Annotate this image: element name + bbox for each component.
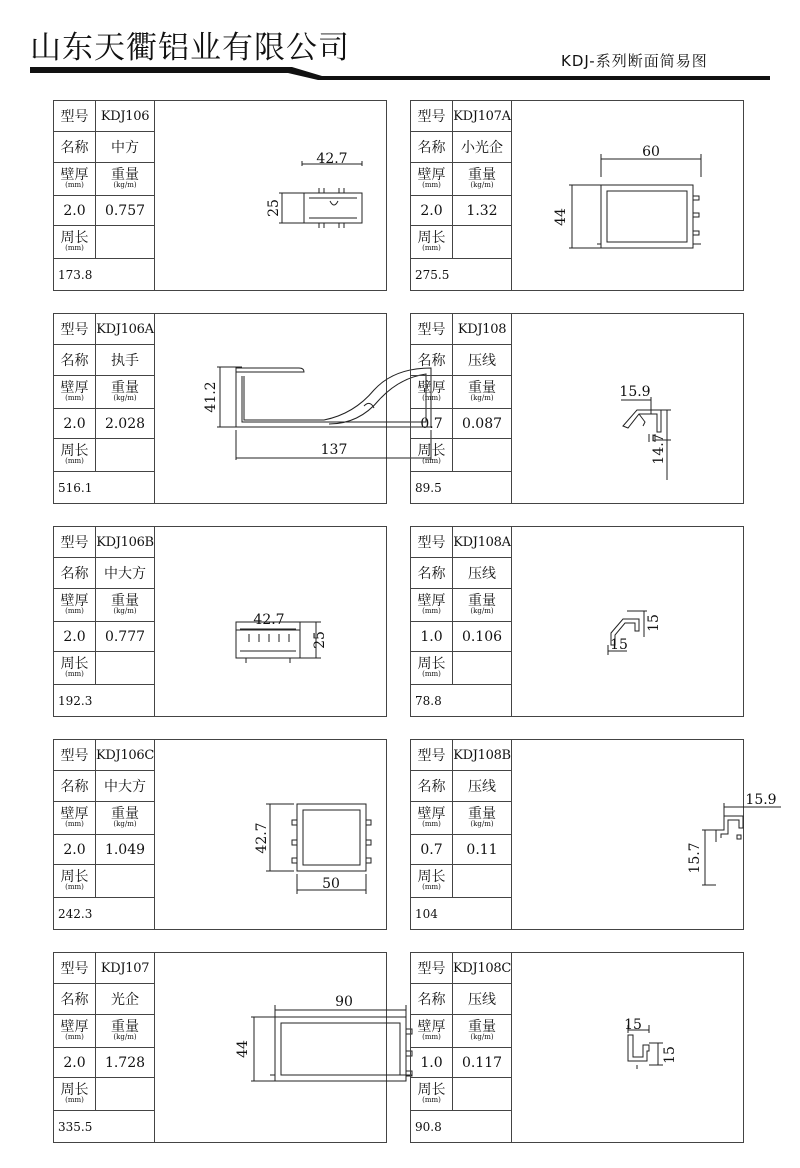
dimension-label: 15 xyxy=(662,1046,678,1064)
name-label: 名称 xyxy=(411,984,453,1015)
spec-table xyxy=(411,101,512,290)
wall-label-text: 壁厚 xyxy=(417,806,446,822)
name-value: 压线 xyxy=(453,984,511,1015)
section-svg xyxy=(154,527,386,716)
perimeter-label xyxy=(411,1078,453,1111)
weight-unit: (kg/m) xyxy=(113,607,137,615)
weight-unit: (kg/m) xyxy=(470,394,494,402)
weight-value: 0.777 xyxy=(96,622,154,652)
section-drawing xyxy=(511,101,743,290)
wall-unit: (mm) xyxy=(422,394,441,402)
weight-label-text: 重量 xyxy=(468,593,496,609)
wall-value: 2.0 xyxy=(54,1048,96,1078)
model-value: KDJ108B xyxy=(453,740,511,771)
weight-value: 0.106 xyxy=(453,622,511,652)
wall-label-text: 壁厚 xyxy=(60,806,89,822)
dimension-label: 60 xyxy=(642,144,660,160)
weight-label-text: 重量 xyxy=(111,593,139,609)
wall-value: 1.0 xyxy=(411,1048,453,1078)
perimeter-label xyxy=(54,865,96,898)
name-value: 压线 xyxy=(453,558,511,589)
spec-table xyxy=(411,527,512,716)
name-label: 名称 xyxy=(411,558,453,589)
dimension-label: 15.9 xyxy=(745,792,777,808)
profile-outline xyxy=(297,804,366,871)
name-label: 名称 xyxy=(54,771,96,802)
section-drawing xyxy=(511,527,743,716)
dimension-label: 41.2 xyxy=(203,381,219,413)
weight-label xyxy=(453,589,511,622)
section-svg xyxy=(154,740,386,929)
wall-unit: (mm) xyxy=(65,1033,84,1041)
spec-table xyxy=(54,953,155,1142)
profile-card-kdj107 xyxy=(53,952,387,1143)
weight-value: 0.087 xyxy=(453,409,511,439)
perimeter-blank xyxy=(96,439,154,472)
model-label: 型号 xyxy=(411,101,453,132)
perimeter-blank xyxy=(453,865,511,898)
perimeter-blank xyxy=(96,865,154,898)
wall-unit: (mm) xyxy=(65,181,84,189)
name-label: 名称 xyxy=(411,771,453,802)
model-value: KDJ107A xyxy=(453,101,511,132)
weight-label xyxy=(96,589,154,622)
section-drawing xyxy=(154,740,386,929)
model-value: KDJ107 xyxy=(96,953,154,984)
weight-unit: (kg/m) xyxy=(470,607,494,615)
perimeter-label xyxy=(411,226,453,259)
profile-card-kdj106c xyxy=(53,739,387,930)
weight-label xyxy=(453,802,511,835)
name-value: 中方 xyxy=(96,132,154,163)
model-value: KDJ108A xyxy=(453,527,511,558)
perimeter-unit: (mm) xyxy=(422,1096,441,1104)
dimension-label: 15 xyxy=(646,614,662,632)
perimeter-value: 335.5 xyxy=(58,1119,93,1134)
name-label: 名称 xyxy=(54,558,96,589)
profile-card-kdj108 xyxy=(410,313,744,504)
perimeter-value: 78.8 xyxy=(415,693,442,708)
name-value: 中大方 xyxy=(96,771,154,802)
section-svg xyxy=(154,101,386,290)
weight-label xyxy=(96,802,154,835)
wall-label xyxy=(54,376,96,409)
weight-label-text: 重量 xyxy=(468,380,496,396)
weight-label-text: 重量 xyxy=(111,1019,139,1035)
profile-outline xyxy=(236,368,431,427)
dimension-label: 137 xyxy=(320,442,348,458)
section-drawing xyxy=(511,953,743,1142)
dimension-label: 42.7 xyxy=(254,822,270,854)
model-label: 型号 xyxy=(411,314,453,345)
weight-unit: (kg/m) xyxy=(113,181,137,189)
weight-unit: (kg/m) xyxy=(113,820,137,828)
perimeter-value: 275.5 xyxy=(415,267,450,282)
wall-value: 2.0 xyxy=(54,196,96,226)
perimeter-unit: (mm) xyxy=(422,244,441,252)
wall-unit: (mm) xyxy=(422,820,441,828)
perimeter-label-text: 周长 xyxy=(60,1082,89,1098)
wall-label xyxy=(411,1015,453,1048)
perimeter-label-text: 周长 xyxy=(60,656,89,672)
weight-label xyxy=(453,376,511,409)
weight-label xyxy=(96,376,154,409)
perimeter-label xyxy=(54,439,96,472)
perimeter-value: 104 xyxy=(415,906,438,921)
perimeter-label-text: 周长 xyxy=(60,869,89,885)
dimension-label: 50 xyxy=(322,876,340,892)
model-label: 型号 xyxy=(54,953,96,984)
spec-table xyxy=(54,101,155,290)
model-value: KDJ106C xyxy=(96,740,154,771)
name-value: 中大方 xyxy=(96,558,154,589)
weight-unit: (kg/m) xyxy=(470,181,494,189)
perimeter-label-text: 周长 xyxy=(417,230,446,246)
weight-label xyxy=(96,1015,154,1048)
wall-unit: (mm) xyxy=(65,394,84,402)
model-label: 型号 xyxy=(411,953,453,984)
perimeter-blank xyxy=(96,1078,154,1111)
wall-value: 0.7 xyxy=(411,409,453,439)
profile-card-kdj108b xyxy=(410,739,777,930)
perimeter-label-text: 周长 xyxy=(417,1082,446,1098)
wall-value: 1.0 xyxy=(411,622,453,652)
perimeter-blank xyxy=(96,226,154,259)
perimeter-label xyxy=(54,226,96,259)
perimeter-value: 173.8 xyxy=(58,267,93,282)
weight-unit: (kg/m) xyxy=(113,1033,137,1041)
section-svg xyxy=(511,314,743,503)
name-value: 执手 xyxy=(96,345,154,376)
perimeter-unit: (mm) xyxy=(65,1096,84,1104)
weight-label-text: 重量 xyxy=(468,1019,496,1035)
wall-label-text: 壁厚 xyxy=(60,593,89,609)
wall-label xyxy=(54,802,96,835)
model-value: KDJ106 xyxy=(96,101,154,132)
perimeter-value: 242.3 xyxy=(58,906,93,921)
perimeter-label xyxy=(411,652,453,685)
model-value: KDJ108C xyxy=(453,953,511,984)
spec-table xyxy=(411,953,512,1142)
wall-label-text: 壁厚 xyxy=(60,167,89,183)
profile-card-kdj106b xyxy=(53,526,387,717)
weight-label xyxy=(453,163,511,196)
section-drawing xyxy=(154,314,386,503)
profile-outline xyxy=(623,410,661,432)
wall-value: 2.0 xyxy=(54,409,96,439)
series-title: KDJ-系列断面简易图 xyxy=(561,52,708,70)
dimension-label: 44 xyxy=(235,1040,251,1058)
perimeter-label-text: 周长 xyxy=(60,230,89,246)
perimeter-unit: (mm) xyxy=(422,457,441,465)
perimeter-value: 516.1 xyxy=(58,480,93,495)
weight-label-text: 重量 xyxy=(468,806,496,822)
profile-card-kdj106 xyxy=(53,100,387,291)
perimeter-label-text: 周长 xyxy=(417,656,446,672)
wall-value: 2.0 xyxy=(54,835,96,865)
wall-label-text: 壁厚 xyxy=(60,1019,89,1035)
weight-value: 1.728 xyxy=(96,1048,154,1078)
dimension-label: 42.7 xyxy=(316,151,348,167)
profile-outline xyxy=(275,1017,406,1081)
model-label: 型号 xyxy=(54,314,96,345)
section-drawing xyxy=(511,314,743,503)
spec-table xyxy=(411,740,512,929)
weight-unit: (kg/m) xyxy=(470,1033,494,1041)
spec-table xyxy=(411,314,512,503)
perimeter-unit: (mm) xyxy=(65,670,84,678)
perimeter-value: 90.8 xyxy=(415,1119,442,1134)
perimeter-blank xyxy=(453,652,511,685)
perimeter-label-text: 周长 xyxy=(417,869,446,885)
name-value: 压线 xyxy=(453,345,511,376)
perimeter-unit: (mm) xyxy=(422,670,441,678)
wall-unit: (mm) xyxy=(422,607,441,615)
model-label: 型号 xyxy=(54,527,96,558)
wall-label xyxy=(411,589,453,622)
weight-value: 0.117 xyxy=(453,1048,511,1078)
section-svg xyxy=(154,953,386,1142)
weight-unit: (kg/m) xyxy=(113,394,137,402)
wall-label-text: 壁厚 xyxy=(417,593,446,609)
perimeter-blank xyxy=(453,439,511,472)
name-label: 名称 xyxy=(411,132,453,163)
wall-unit: (mm) xyxy=(422,1033,441,1041)
profile-outline xyxy=(716,816,743,842)
profile-card-kdj106a xyxy=(53,313,387,504)
perimeter-unit: (mm) xyxy=(65,244,84,252)
spec-table xyxy=(54,740,155,929)
perimeter-unit: (mm) xyxy=(65,883,84,891)
wall-label xyxy=(54,163,96,196)
weight-label-text: 重量 xyxy=(111,167,139,183)
weight-value: 1.32 xyxy=(453,196,511,226)
weight-label-text: 重量 xyxy=(111,806,139,822)
perimeter-blank xyxy=(96,652,154,685)
section-svg xyxy=(511,953,743,1142)
weight-label-text: 重量 xyxy=(111,380,139,396)
name-label: 名称 xyxy=(54,345,96,376)
dimension-label: 42.7 xyxy=(253,612,285,628)
wall-label-text: 壁厚 xyxy=(60,380,89,396)
section-drawing xyxy=(154,101,386,290)
profile-card-kdj108a xyxy=(410,526,744,717)
weight-value: 0.11 xyxy=(453,835,511,865)
dimension-label: 15 xyxy=(624,1017,642,1033)
spec-table xyxy=(54,314,155,503)
section-drawing xyxy=(511,740,777,929)
wall-label xyxy=(54,1015,96,1048)
perimeter-blank xyxy=(453,1078,511,1111)
model-value: KDJ106A xyxy=(96,314,154,345)
perimeter-label xyxy=(54,1078,96,1111)
dimension-label: 14.7 xyxy=(651,433,667,465)
wall-unit: (mm) xyxy=(65,607,84,615)
wall-value: 0.7 xyxy=(411,835,453,865)
profile-outline xyxy=(601,185,693,248)
company-name: 山东天衢铝业有限公司 xyxy=(30,30,350,66)
profile-outline xyxy=(628,1035,649,1069)
perimeter-label xyxy=(411,439,453,472)
wall-value: 2.0 xyxy=(411,196,453,226)
perimeter-unit: (mm) xyxy=(422,883,441,891)
model-label: 型号 xyxy=(54,740,96,771)
name-label: 名称 xyxy=(54,132,96,163)
perimeter-unit: (mm) xyxy=(65,457,84,465)
header-rule xyxy=(0,0,800,80)
perimeter-label-text: 周长 xyxy=(60,443,89,459)
section-svg xyxy=(511,101,743,290)
section-svg xyxy=(154,314,386,503)
weight-value: 1.049 xyxy=(96,835,154,865)
model-value: KDJ106B xyxy=(96,527,154,558)
wall-label xyxy=(411,802,453,835)
name-label: 名称 xyxy=(411,345,453,376)
perimeter-value: 192.3 xyxy=(58,693,93,708)
name-value: 压线 xyxy=(453,771,511,802)
wall-label-text: 壁厚 xyxy=(417,1019,446,1035)
weight-label-text: 重量 xyxy=(468,167,496,183)
wall-label xyxy=(411,376,453,409)
weight-label xyxy=(96,163,154,196)
profile-card-kdj108c xyxy=(410,952,744,1143)
perimeter-label xyxy=(54,652,96,685)
wall-label xyxy=(54,589,96,622)
weight-label xyxy=(453,1015,511,1048)
section-svg xyxy=(511,740,777,929)
weight-value: 2.028 xyxy=(96,409,154,439)
dimension-label: 25 xyxy=(266,199,282,217)
model-label: 型号 xyxy=(411,740,453,771)
weight-unit: (kg/m) xyxy=(470,820,494,828)
wall-unit: (mm) xyxy=(65,820,84,828)
perimeter-label xyxy=(411,865,453,898)
spec-table xyxy=(54,527,155,716)
dimension-label: 25 xyxy=(312,631,328,649)
perimeter-blank xyxy=(453,226,511,259)
model-label: 型号 xyxy=(54,101,96,132)
weight-value: 0.757 xyxy=(96,196,154,226)
dimension-label: 15.7 xyxy=(687,842,703,874)
section-svg xyxy=(511,527,743,716)
wall-value: 2.0 xyxy=(54,622,96,652)
dimension-label: 15 xyxy=(610,637,628,653)
wall-label xyxy=(411,163,453,196)
section-drawing xyxy=(154,527,386,716)
name-value: 光企 xyxy=(96,984,154,1015)
dimension-label: 90 xyxy=(335,994,353,1010)
perimeter-label-text: 周长 xyxy=(417,443,446,459)
perimeter-value: 89.5 xyxy=(415,480,442,495)
name-label: 名称 xyxy=(54,984,96,1015)
model-value: KDJ108 xyxy=(453,314,511,345)
dimension-label: 44 xyxy=(553,208,569,226)
wall-label-text: 壁厚 xyxy=(417,380,446,396)
wall-unit: (mm) xyxy=(422,181,441,189)
section-drawing xyxy=(154,953,386,1142)
name-value: 小光企 xyxy=(453,132,511,163)
wall-label-text: 壁厚 xyxy=(417,167,446,183)
profile-card-kdj107a xyxy=(410,100,744,291)
dimension-label: 15.9 xyxy=(619,384,651,400)
model-label: 型号 xyxy=(411,527,453,558)
